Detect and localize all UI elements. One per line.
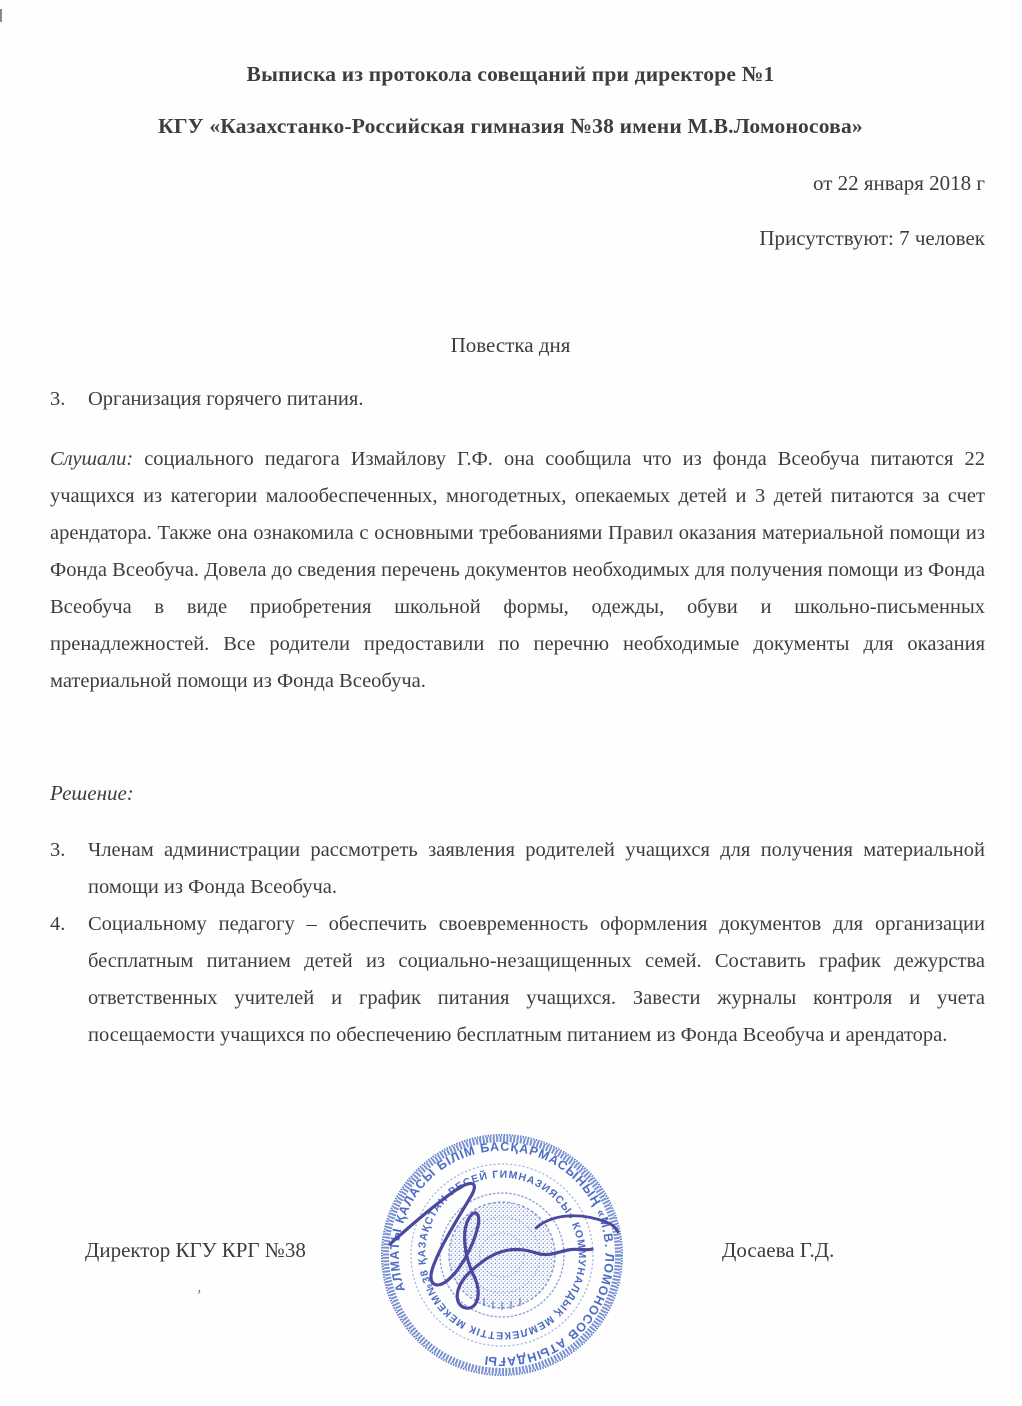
stamp-inner-ring-text: №38 ҚАЗАҚСТАН-РЕСЕЙ ГИМНАЗИЯСЫ» КОММУНАЛДЫҚ МЕМЛЕКЕТТІК МЕКЕМЕСІ * bbox=[373, 1121, 588, 1342]
agenda-heading: Повестка дня bbox=[450, 333, 571, 357]
stamp-outer-ring-text: АЛМАТЫ ҚАЛАСЫ БІЛІМ БАСҚАРМАСЫНЫҢ «М.В. ЛОМОНОСОВ АТЫНДАҒЫ bbox=[387, 1139, 617, 1369]
heard-paragraph bbox=[50, 441, 985, 700]
decision-item-text: Членам администрации рассмотреть заявления родителей учащихся для получения материальной помощи из Фонда Всеобуча. bbox=[88, 839, 985, 898]
decision-item bbox=[50, 906, 985, 1054]
official-stamp bbox=[373, 1121, 628, 1380]
attendees-count: Присутствуют: 7 человек bbox=[759, 226, 985, 250]
agenda-item bbox=[50, 388, 985, 411]
decision-item-number: 3. bbox=[50, 839, 66, 861]
agenda-item-number: 3. bbox=[50, 388, 66, 410]
heard-text: социального педагога Измайлову Г.Ф. она сообщила что из фонда Всеобуча питаются 22 учащихся из категории малообеспеченных, многодетных, опекаемых детей и 3 детей питаются за счет арендатора. Также она ознакомила с основными требованиями Правил оказания материальной помощи из Фонда Всеобуча. Довела до сведения перечень документов необходимых для получения помощи из Фонда Всеобуча в виде приобретения школьной формы, одежды, обуви и школьно-письменных пренадлежностей. Все родители предоставили по перечню необходимые документы для оказания материальной помощи из Фонда Всеобуча. bbox=[50, 448, 985, 692]
decision-heading: Решение: bbox=[50, 781, 134, 805]
decision-item-text: Социальному педагогу – обеспечить своевременность оформления документов для организации бесплатным питанием детей из социально-незащищенных семей. Составить график дежурства ответственных учителей и график питания учащихся. Завести журналы контроля и учета посещаемости учащихся по обеспечению бесплатным питанием из Фонда Всеобуча и арендатора. bbox=[88, 913, 985, 1046]
document-date: от 22 января 2018 г bbox=[812, 171, 985, 195]
agenda-item-text: Организация горячего питания. bbox=[88, 388, 364, 410]
scan-artifact-mark: ʼ bbox=[194, 1287, 203, 1305]
director-name: Досаева Г.Д. bbox=[722, 1238, 835, 1262]
organization-name: КГУ «Казахстанко-Российская гимназия №38 имени М.В.Ломоносова» bbox=[158, 114, 863, 138]
decision-list bbox=[50, 832, 985, 1054]
decision-item bbox=[50, 832, 985, 906]
decision-item-number: 4. bbox=[50, 913, 66, 935]
heard-label: Слушали: bbox=[50, 448, 134, 470]
document-title: Выписка из протокола совещаний при директоре №1 bbox=[246, 62, 775, 86]
scan-edge-speck bbox=[0, 9, 2, 22]
director-position-label: Директор КГУ КРГ №38 bbox=[85, 1238, 306, 1262]
